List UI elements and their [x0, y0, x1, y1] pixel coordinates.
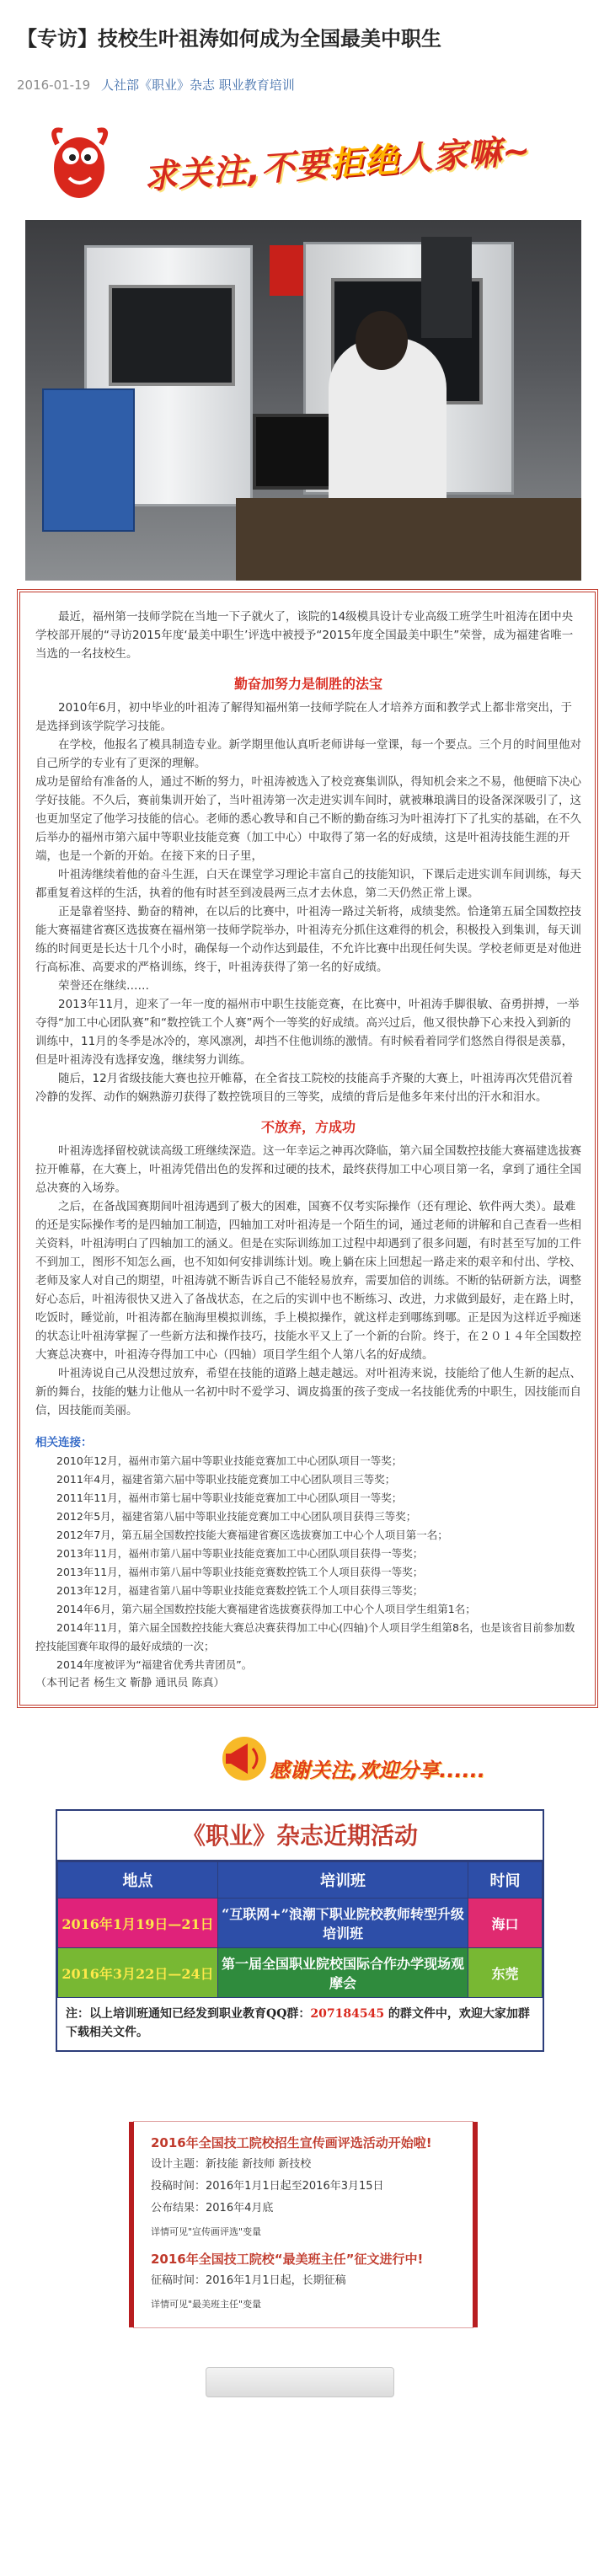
- related-item: 2011年4月，福建省第六届中等职业技能竞赛加工中心团队项目三等奖；: [56, 1473, 396, 1486]
- row-date: 2016年1月19日—21日: [58, 1899, 218, 1948]
- header-training: 培训班: [218, 1862, 468, 1899]
- qq-group-number: 207184545: [310, 2007, 385, 2021]
- related-links-label: 相关连接：: [35, 1436, 93, 1449]
- banner-slogan: [142, 124, 533, 199]
- megaphone-icon: [219, 1725, 270, 1792]
- paragraph: 荣誉还在继续……: [58, 979, 149, 993]
- row-city: 东莞: [468, 1948, 543, 1998]
- table-row: [58, 1899, 543, 1948]
- related-item: 2012年7月，第五届全国数控技能大赛福建省赛区选拔赛加工中心个人项目第一名；: [56, 1529, 448, 1541]
- related-item: 2014年6月，第六届全国数控技能大赛福建省选拔赛获得加工中心个人项目学生组第1名；: [56, 1603, 476, 1615]
- publish-date: 2016-01-19: [17, 78, 91, 93]
- promo-link-1[interactable]: 详情可见"宣传画评选"变量: [151, 2226, 262, 2237]
- row-city: 海口: [468, 1899, 543, 1948]
- bottom-bar-button[interactable]: [206, 2367, 394, 2397]
- paragraph: 之后，在备战国赛期间叶祖涛遇到了极大的困难，国赛不仅考实际操作（还有理论、软件两大类）。最难的还是实际操作考的是四轴加工制造，四轴加工对叶祖涛是一个陌生的词，通过老师的讲解和自己查看一些相关资料，叶祖涛明白了四轴加工的涵义。但是在实际训练加工过程中却遇到了很多问题，有时甚至写加的工件不到加工，图形不知怎么画，也不知如何安排训练计划。晚上躺在床上回想起一路走来的艰辛和付出、学校、老师及家人对自己的期望，叶祖涛就不断告诉自己不能轻易放弃，需要加倍的训练。不断的钻研新方法，调整好心态后，叶祖涛很快又进入了备战状态，在之后的实训中也不断练习、改进，力求做到最好，走在路上时，吃饭时，睡觉前，叶祖涛都在脑海里模拟训练，手上模拟操作，就这样走到哪练到哪。正是因为这样近乎痴迷的状态让叶祖涛掌握了一些新方法和操作技巧，技能水平又上了一个新的台阶。终于，在２０１４年全国数控大赛总决赛中，叶祖涛夺得加工中心（四轴）项目学生组个人第八名的好成绩。: [35, 1200, 581, 1362]
- paragraph: 正是靠着坚持、勤奋的精神，在以后的比赛中，叶祖涛一路过关斩将，成绩斐然。恰逢第五届全国数控技能大赛福建省赛区选拔赛在福州第一技师学院举办，叶祖涛充分抓住这难得的机会，积极投入到集训，每天训练的时间更是长达十几个小时，确保每一个动作达到最佳，不允许比赛中出现任何失误。学校老师更是对他进行高标准、高要求的严格训练，终于，叶祖涛获得了第一名的好成绩。: [35, 905, 581, 974]
- workshop-photo: [25, 220, 581, 581]
- related-item: 2014年11月，第六届全国数控技能大赛总决赛获得加工中心(四轴)个人项目学生组第8名，也是该省目前参加数控技能国赛年取得的最好成绩的一次；: [35, 1621, 575, 1652]
- promo-line: 设计主题：新技能 新技师 新技校: [151, 2158, 312, 2171]
- promo-line: 公布结果：2016年4月底: [151, 2202, 274, 2215]
- promo-card: [133, 2121, 473, 2328]
- related-item: 2014年度被评为“福建省优秀共青团员”。: [56, 1658, 253, 1671]
- source-link[interactable]: 人社部《职业》杂志 职业教育培训: [100, 78, 295, 93]
- promo-right-bar: [473, 2122, 478, 2327]
- photo-red-cabinet: [270, 245, 307, 296]
- slogan-part-1: 求关注,: [142, 150, 263, 198]
- row-training: “互联网+”浪潮下职业院校教师转型升级培训班: [218, 1899, 468, 1948]
- slogan-part-3: 拒绝: [328, 140, 400, 185]
- note-text-end: 的群文件中，欢迎大家加群下载相关文件。: [66, 2007, 530, 2039]
- paragraph: 在学校，他报名了模具制造专业。新学期里他认真听老师讲每一堂课，每一个要点。三个月的时间里他对自己所学的专业有了更深的理解。: [35, 738, 581, 770]
- photo-student-head: [356, 311, 408, 370]
- related-item: 2013年11月，福州市第八届中等职业技能竞赛加工中心团队项目获得一等奖；: [56, 1547, 424, 1560]
- paragraph: 叶祖涛继续着他的奋斗生涯，白天在课堂学习理论丰富自己的技能知识，下课后走进实训车间训练，每天都重复着这样的生活，执着的他有时甚至到凌晨两三点才去休息，第二天仍然正常上课。: [35, 868, 581, 900]
- section-heading: 不放弃，方成功: [260, 1119, 356, 1135]
- paragraph: 成功是留给有准备的人，通过不断的努力，叶祖涛被选入了校竞赛集训队，得知机会来之不易，他便暗下决心学好技能。不久后，赛前集训开始了，当叶祖涛第一次走进实训车间时，就被琳琅满目的设备深深吸引了，这也更加坚定了他学习技能的信心。老师的悉心教导和自己不断的勤奋练习为叶祖涛打下了扎实的基础，在不久后举办的福州市第六届中等职业技能竞赛（加工中心）中取得了第一名的好成绩，这是叶祖涛技能生涯的开端，也是一个新的开始。在接下来的日子里，: [35, 775, 581, 863]
- section-heading: 勤奋加努力是制胜的法宝: [233, 676, 382, 692]
- paragraph: 2010年6月，初中毕业的叶祖涛了解得知福州第一技师学院在人才培养方面和教学式上都非常突出，于是选择到该学院学习技能。: [35, 701, 572, 733]
- article-title: 【专访】技校生叶祖涛如何成为全国最美中职生: [17, 27, 441, 51]
- paragraph: 2013年11月，迎来了一年一度的福州市中职生技能竞赛，在比赛中，叶祖涛手脚很敏、奋勇拼搏，一举夺得“加工中心团队赛”和“数控铣工个人赛”两个一等奖的好成绩。高兴过后，他又很快静下心来投入到新的训练中，11月的冬季是冰冷的，寒风凛冽，却挡不住他训练的激情。有时候看着同学们悠然自得很是羡慕，但是叶祖涛没有选择安逸，继续努力训练。: [35, 998, 580, 1067]
- promo-left-bar: [129, 2122, 134, 2327]
- related-item: 2011年11月，福州市第七届中等职业技能竞赛加工中心团队项目一等奖；: [56, 1492, 403, 1504]
- activities-title: 《职业》杂志近期活动: [57, 1811, 543, 1861]
- follow-banner: [17, 112, 598, 213]
- paragraph: 叶祖涛选择留校就读高级工班继续深造。这一年幸运之神再次降临，第六届全国数控技能大赛福建选拔赛拉开帷幕，在大赛上，叶祖涛凭借出色的发挥和过硬的技术，最终获得加工中心项目第一名，拿到了通往全国总决赛的入场券。: [35, 1144, 581, 1195]
- activities-note: [57, 1998, 543, 2050]
- row-training: 第一届全国职业院校国际合作办学现场观摩会: [218, 1948, 468, 1998]
- header-time: 时间: [468, 1862, 543, 1899]
- promo-title-2: 2016年全国技工院校“最美班主任”征文进行中!: [151, 2252, 424, 2267]
- row-date: 2016年3月22日—24日: [58, 1948, 218, 1998]
- byline: （本刊记者 杨生文 靳静 通讯员 陈真）: [35, 1677, 225, 1690]
- promo-line: 投稿时间：2016年1月1日起至2016年3月15日: [151, 2180, 384, 2193]
- promo-title-1: 2016年全国技工院校招生宣传画评选活动开始啦!: [151, 2135, 432, 2150]
- header-location: 地点: [58, 1862, 218, 1899]
- photo-desk: [236, 498, 581, 581]
- promo-line: 征稿时间：2016年1月1日起，长期征稿: [151, 2274, 346, 2287]
- paragraph: 随后，12月省级技能大赛也拉开帷幕，在全省技工院校的技能高手齐聚的大赛上，叶祖涛再次凭借沉着冷静的发挥、动作的娴熟游刃获得了数控铣项目的三等奖，成绩的背后是他多年来付出的汗水和泪水。: [35, 1072, 574, 1104]
- activities-table: [56, 1809, 544, 2052]
- promo-link-2[interactable]: 详情可见"最美班主任"变量: [151, 2299, 262, 2310]
- slogan-part-4: 人家嘛~: [397, 131, 533, 179]
- mascot-icon: [40, 119, 118, 206]
- share-banner: [17, 1716, 598, 1809]
- photo-blue-cart: [42, 388, 135, 532]
- article-meta: [17, 76, 598, 94]
- slogan-part-2: 不要: [259, 145, 332, 190]
- note-text: 注：以上培训班通知已经发到职业教育QQ群：: [66, 2007, 311, 2021]
- related-item: 2010年12月，福州市第六届中等职业技能竞赛加工中心团队项目一等奖；: [56, 1454, 403, 1467]
- paragraph: 最近，福州第一技师学院在当地一下子就火了，该院的14级模具设计专业高级工班学生叶祖涛在团中央学校部开展的“寻访2015年度‘最美中职生’评选中被授予“2015年度全国最美中职生”荣誉，成为福建省唯一当选的一名技校生。: [35, 610, 574, 661]
- share-text: 感谢关注,欢迎分享......: [270, 1759, 485, 1782]
- photo-control-panel: [421, 237, 472, 338]
- paragraph: 叶祖涛说自己从没想过放弃，希望在技能的道路上越走越远。对叶祖涛来说，技能给了他人生新的起点、新的舞台，技能的魅力让他从一名初中时不爱学习、调皮捣蛋的孩子变成一名技能优秀的中职生，因技能而自信，因技能而美丽。: [35, 1367, 581, 1417]
- related-item: 2012年5月，福建省第八届中等职业技能竞赛加工中心团队项目获得三等奖；: [56, 1510, 417, 1523]
- related-item: 2013年11月，福州市第八届中等职业技能竞赛数控铣工个人项目获得一等奖；: [56, 1566, 424, 1578]
- article-body: [17, 589, 598, 1708]
- table-row: [58, 1948, 543, 1998]
- related-item: 2013年12月，福建省第八届中等职业技能竞赛数控铣工个人项目获得三等奖；: [56, 1584, 424, 1597]
